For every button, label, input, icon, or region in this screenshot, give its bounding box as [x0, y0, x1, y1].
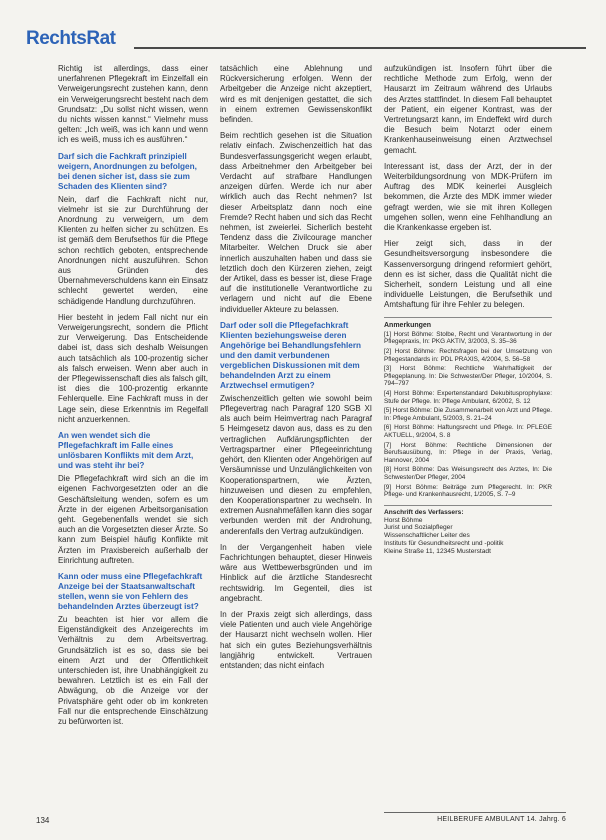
- paragraph: Beim rechtlich gesehen ist die Situation relativ einfach. Zwischenzeitlich hat das Bundesverfassungsgericht wegen erlaubt, dass Arbeitnehmer den Arbeitgeber bei Verdacht auf strafbare Handlungen anzeigen dürfen. Werde ich nur aber wirklich auch das Recht nehmen? Ist dieser Arbeitsplatz dann noch eine Fremde? Recht haben und sich das Recht nehmen, ist zweierlei. Sicherlich besteht Tendenz dass die Zivilcourage mancher Mitarbeiter. Welchen Druck sie aber innerlich auszuhalten haben und dass sie letztlich doch den Kürzeren ziehen, zeigt der Artikel, dass es besser ist, diese Frage auf die institutionelle Verantwortliche zu verlagern und nicht auf die Ebene individueller Akteure zu belassen.: [220, 131, 372, 314]
- paragraph: aufzukündigen ist. Insofern führt über die rechtliche Methode zum Erfolg, wenn der Hausarzt im Zeitraum während des Urlaubs des Arztes stattfindet. In diesem Fall behauptet der Patient, ein eigener Kontrast, was der Vertretungsarzt kann, im Endeffekt wird durch die Besuch beim Notarzt oder einem Krankenhauseinweisung einen Arztwechsel gemacht.: [384, 64, 552, 155]
- column-3: [384, 64, 552, 556]
- footer-rule: [384, 812, 566, 813]
- footnote: [2] Horst Böhme: Rechtsfragen bei der Umsetzung von Pflegestandards in: PDL PRAXIS, 4/2004, S. 56–58: [384, 348, 552, 363]
- author-address: [384, 505, 552, 556]
- paragraph: Interessant ist, dass der Arzt, der in der Weiterbildungsordnung von MDK-Prüfern im Auftrag des MDK keinerlei Ausgleich bekommen, die Ärzte des MDK immer wieder gefragt werden, wie sie mit ihren Kollegen umgehen sollen, wenn eine Fehlhandlung an die Krankenkasse ergeben ist.: [384, 161, 552, 233]
- footnotes-heading: Anmerkungen: [384, 317, 552, 331]
- paragraph: Hier zeigt sich, dass in der Gesundheitsversorgung insbesondere die Kassenversorgung dringend reformiert gehört, denn es ist sicher, dass die Qualität nicht die Sicherheit, sondern Leistung und all eine individuelle Leistungen, die Berufsethik und Amtshaftung für ihre Fehler zu belegen.: [384, 239, 552, 310]
- address-line: Jurist und Sozialpfleger: [384, 524, 453, 532]
- question-heading: Darf oder soll die Pflegefachkraft Klienten beziehungsweise deren Angehörige bei Behandlungsfehlern und den damit verbundenen vergeblichen Diskussionen mit dem behandelnden Arzt zu einem Arztwechsel ermutigen?: [220, 320, 362, 390]
- address-line: Kleine Straße 11, 12345 Musterstadt: [384, 547, 491, 555]
- answer-paragraph: Nein, darf die Fachkraft nicht nur, vielmehr ist sie zur Durchführung der Anordnung zu verweigern, um dem Klienten zu helfen sicher zu schützen. Es ist gemäß dem Berufsethos für die Pflege schon rechtlich geboten, entsprechende Anordnungen nicht auszuführen. Schon aus Gründen des Übernahmeverschuldens kann ein Einsatz schlecht gewertet werden, eine schädigende Handlung durchzuführen.: [58, 194, 208, 306]
- question-heading: Darf sich die Fachkraft prinzipiell weigern, Anordnungen zu befolgen, bei denen sicher ist, dass sie zum Schaden des Klienten sind?: [58, 151, 197, 191]
- paragraph: Hier besteht in jedem Fall nicht nur ein Verweigerungsrecht, sondern die Pflicht zur Verweigerung. Das Entscheidende dabei ist, dass sich deshalb Weisungen auch tatsächlich als 100-prozentig sicher als falsch erweisen. Wenn aber auch in der Pflegewissenschaft dies als falsch gilt, ist dies die 100-prozentig erkannte Fehlerquelle. Eine Fachkraft muss in der Lage sein, diese Erkenntnis im Regelfall nicht anzuerkennen.: [58, 312, 208, 424]
- paragraph: Richtig ist allerdings, dass einer unerfahrenen Pflegekraft im Einzelfall ein Verweigerungsrecht zustehen kann, denn ein Verweigerungsrecht besteht nach dem Grundsatz: „Du sollst nicht wissen, wenn du nichts wissen kannst.“ Vielmehr muss gelten: „Ich weiß, was ich kann und wenn ich es weiß, muss ich es ausführen.“: [58, 64, 208, 145]
- question-heading: Kann oder muss eine Pflegefachkraft Anzeige bei der Staatsanwaltschaft stellen, wenn sie von Fehlern des behandelnden Arztes überzeugt ist?: [58, 571, 203, 611]
- footnote: [7] Horst Böhme: Rechtliche Dimensionen der Berufsausübung, In: Pflege in der Praxis, Verlag, Hannover, 2004: [384, 441, 552, 464]
- answer-paragraph: Zwischenzeitlich gelten wie sowohl beim Pflegevertrag nach Paragraf 120 SGB XI als auch beim Heimvertrag nach Paragraf 5 Heimgesetz davon aus, dass es zu den vertraglichen Aufklärungspflichten der Vertragspartner einer Pflegeeinrichtung gehört, den Klienten oder Angehörigen auf Versäumnisse und Unzulänglichkeiten von Kooperationspartnern, wie Ärzten, hinzuweisen und diesen zu empfehlen, den Kooperationspartner zu wechseln. In extremen Ausnahmefällen kann dies sogar verbunden werden mit der Androhung, anderenfalls den Vertrag aufzukündigen.: [220, 393, 372, 536]
- address-line: Instituts für Gesundheitsrecht und -politik: [384, 539, 504, 547]
- section-title: RechtsRat: [26, 28, 116, 49]
- question-heading: An wen wendet sich die Pflegefachkraft im Falle eines unlösbaren Konflikts mit dem Arzt, und was steht ihr bei?: [58, 431, 194, 471]
- column-2: [220, 64, 372, 677]
- magazine-issue: HEILBERUFE AMBULANT 14. Jahrg. 6: [437, 816, 566, 823]
- footnote: [3] Horst Böhme: Rechtliche Wahrhaftigkeit der Pflegeplanung. In: Die Schwester/Der Pfleger, 10/2004, S. 794–797: [384, 365, 552, 388]
- column-1: [58, 64, 208, 733]
- header-rule: [134, 47, 586, 49]
- footnote: [6] Horst Böhme: Haftungsrecht und Pflege. In: PFLEGE AKTUELL, 9/2004, S. 8: [384, 424, 552, 439]
- footnote: [9] Horst Böhme: Beiträge zum Pflegerecht. In: PKR Pflege- und Krankenhausrecht, 1/2005, S. 7–9: [384, 483, 552, 499]
- answer-paragraph: Zu beachten ist hier vor allem die Eigenständigkeit des Anzeigerechts im Verhältnis zu dem Arbeitsvertrag. Grundsätzlich ist es so, dass sie bei einem Arzt und der Öffentlichkeit unterschieden ist, ihre Unabhängigkeit zu bewahren. Letztlich ist es ein Fall der Abwägung, ob die Anzeige vor der Privatsphäre geht oder ob im konkreten Fall nur die entsprechende Einschätzung zu befürworten ist.: [58, 614, 208, 726]
- footnote: [1] Horst Böhme: Stolbe, Recht und Verantwortung in der Pflegepraxis, In: PKG AKTIV, 3/2003, S. 35–36: [384, 330, 552, 346]
- paragraph: tatsächlich eine Ablehnung und Rückversicherung erfolgen. Wenn der Arbeitgeber die Anzeige nicht akzeptiert, wird es mit denjenigen gestattet, die sich in einem extremen Gewissenskonflikt befinden.: [220, 64, 372, 125]
- address-line: Wissenschaftlicher Leiter des: [384, 532, 470, 540]
- paragraph: In der Vergangenheit haben viele Fachrichtungen behauptet, dieser Hinweis wäre aus Wettbewerbsgründen und im Hinblick auf die ärztliche Standesrecht rechtswidrig. Im Gegenteil, dies ist angebracht.: [220, 542, 372, 603]
- footnotes-list: [384, 331, 552, 499]
- section-header: [26, 28, 586, 54]
- footnote: [4] Horst Böhme: Expertenstandard Dekubitusprophylaxe: Stufe der Pflege. In: Pflege Ambulant, 6/2002, S. 12: [384, 390, 552, 405]
- footnote: [8] Horst Böhme: Das Weisungsrecht des Arztes, In: Die Schwester/Der Pfleger, 2004: [384, 466, 552, 481]
- paragraph: In der Praxis zeigt sich allerdings, dass viele Patienten und auch viele Angehörige der Hausarzt nicht wechseln wollen. Hier hat sich ein gutes Beziehungsverhältnis langjährig entwickelt. Vertrauen entstanden; das nicht einfach: [220, 609, 372, 670]
- address-line: Anschrift des Verfassers:: [384, 508, 464, 516]
- address-line: Horst Böhme: [384, 516, 423, 524]
- page-number: 134: [36, 816, 50, 825]
- answer-paragraph: Die Pflegefachkraft wird sich an die im eigenen Fachvorgesetzten oder an die Geschäftsleitung wenden, sofern es um Ärzte in der eigenen Arbeitsorganisation geht. Gegebenenfalls wendet sie sich auch an die Vorgesetzten dieser Ärzte. So kann zum Beispiel häufig Konflikte mit Ärzten im Praxisbereich außerhalb der Einrichtung auftreten.: [58, 474, 208, 565]
- footnote: [5] Horst Böhme: Die Zusammenarbeit von Arzt und Pflege. In: Pflege Ambulant, 5/2003, S. 21–24: [384, 407, 553, 422]
